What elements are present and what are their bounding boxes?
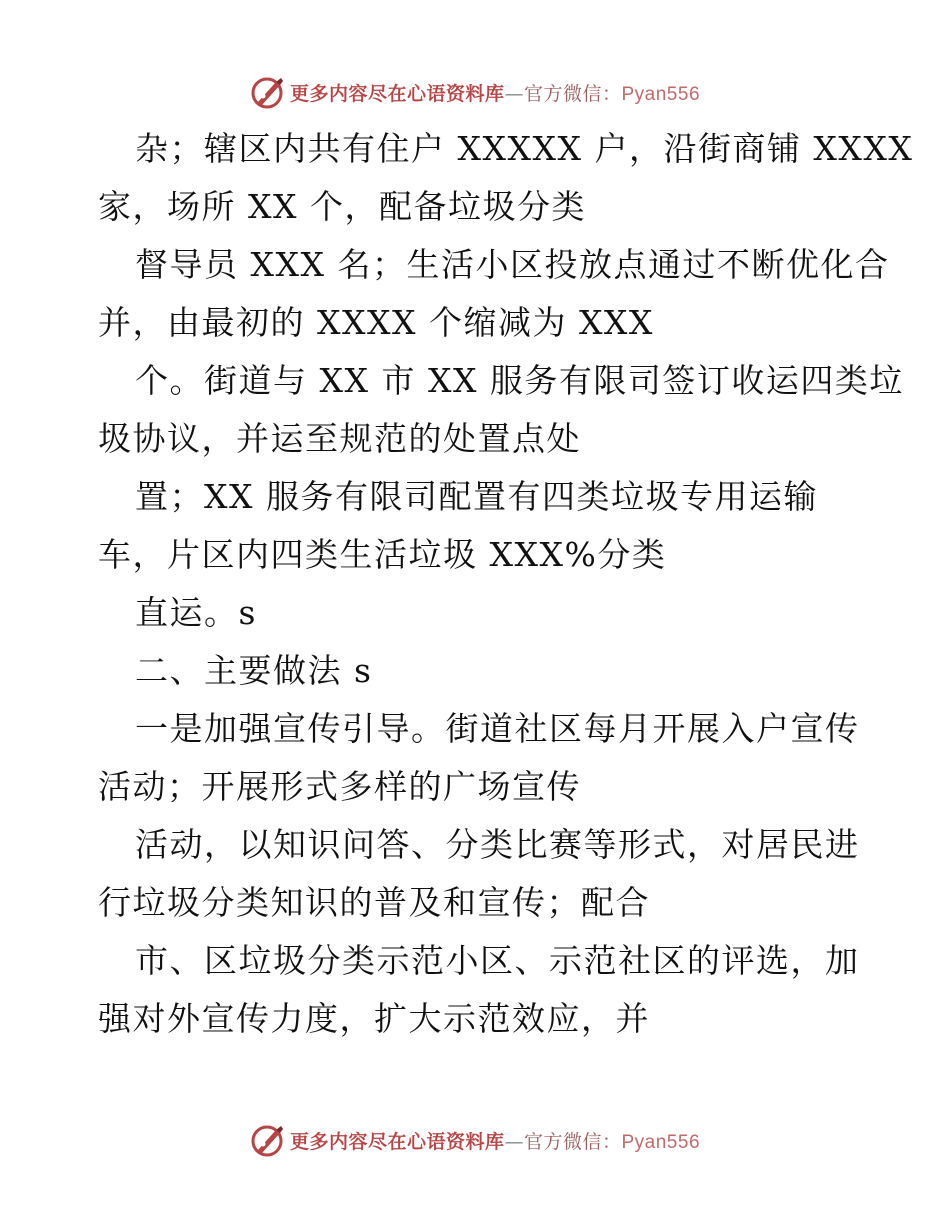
banner-title: 更多内容尽在心语资料库 bbox=[289, 1130, 505, 1153]
pen-logo-icon bbox=[250, 1122, 286, 1158]
text-line: 个。街道与 XX 市 XX 服务有限司签订收运四类垃 bbox=[135, 361, 904, 400]
banner-wechat-label: 官方微信： bbox=[523, 82, 622, 105]
text-line: 一是加强宣传引导。街道社区每月开展入户宣传 bbox=[135, 709, 860, 748]
text-line: 车，片区内四类生活垃圾 XXX%分类 bbox=[98, 535, 667, 574]
banner-title: 更多内容尽在心语资料库 bbox=[289, 82, 505, 105]
banner-text bbox=[290, 79, 700, 106]
text-line: 置；XX 服务有限司配置有四类垃圾专用运输 bbox=[135, 477, 818, 516]
banner-separator: — bbox=[504, 1130, 524, 1153]
pen-logo-icon bbox=[250, 74, 286, 110]
banner-separator: — bbox=[504, 82, 524, 105]
section-heading: 二、主要做法 s bbox=[135, 651, 373, 690]
text-line: 直运。s bbox=[135, 593, 257, 632]
text-line: 活动，以知识问答、分类比赛等形式，对居民进 bbox=[135, 825, 860, 864]
text-line: 杂；辖区内共有住户 XXXXX 户，沿街商铺 XXXX bbox=[135, 129, 914, 168]
text-line: 强对外宣传力度，扩大示范效应，并 bbox=[98, 999, 650, 1038]
banner-wechat-label: 官方微信： bbox=[523, 1130, 622, 1153]
header-banner bbox=[0, 70, 950, 114]
banner-wechat-id: Pyan556 bbox=[621, 83, 701, 105]
text-line: 家，场所 XX 个，配备垃圾分类 bbox=[98, 187, 586, 226]
text-line: 圾协议，并运至规范的处置点处 bbox=[98, 419, 581, 458]
text-line: 活动；开展形式多样的广场宣传 bbox=[98, 767, 581, 806]
footer-banner bbox=[0, 1118, 950, 1162]
text-line: 行垃圾分类知识的普及和宣传；配合 bbox=[98, 883, 650, 922]
text-line: 市、区垃圾分类示范小区、示范社区的评选，加 bbox=[135, 941, 860, 980]
text-line: 并，由最初的 XXXX 个缩减为 XXX bbox=[98, 303, 654, 342]
text-line: 督导员 XXX 名；生活小区投放点通过不断优化合 bbox=[135, 245, 890, 284]
banner-wechat-id: Pyan556 bbox=[621, 1131, 701, 1153]
banner-text bbox=[290, 1127, 700, 1154]
